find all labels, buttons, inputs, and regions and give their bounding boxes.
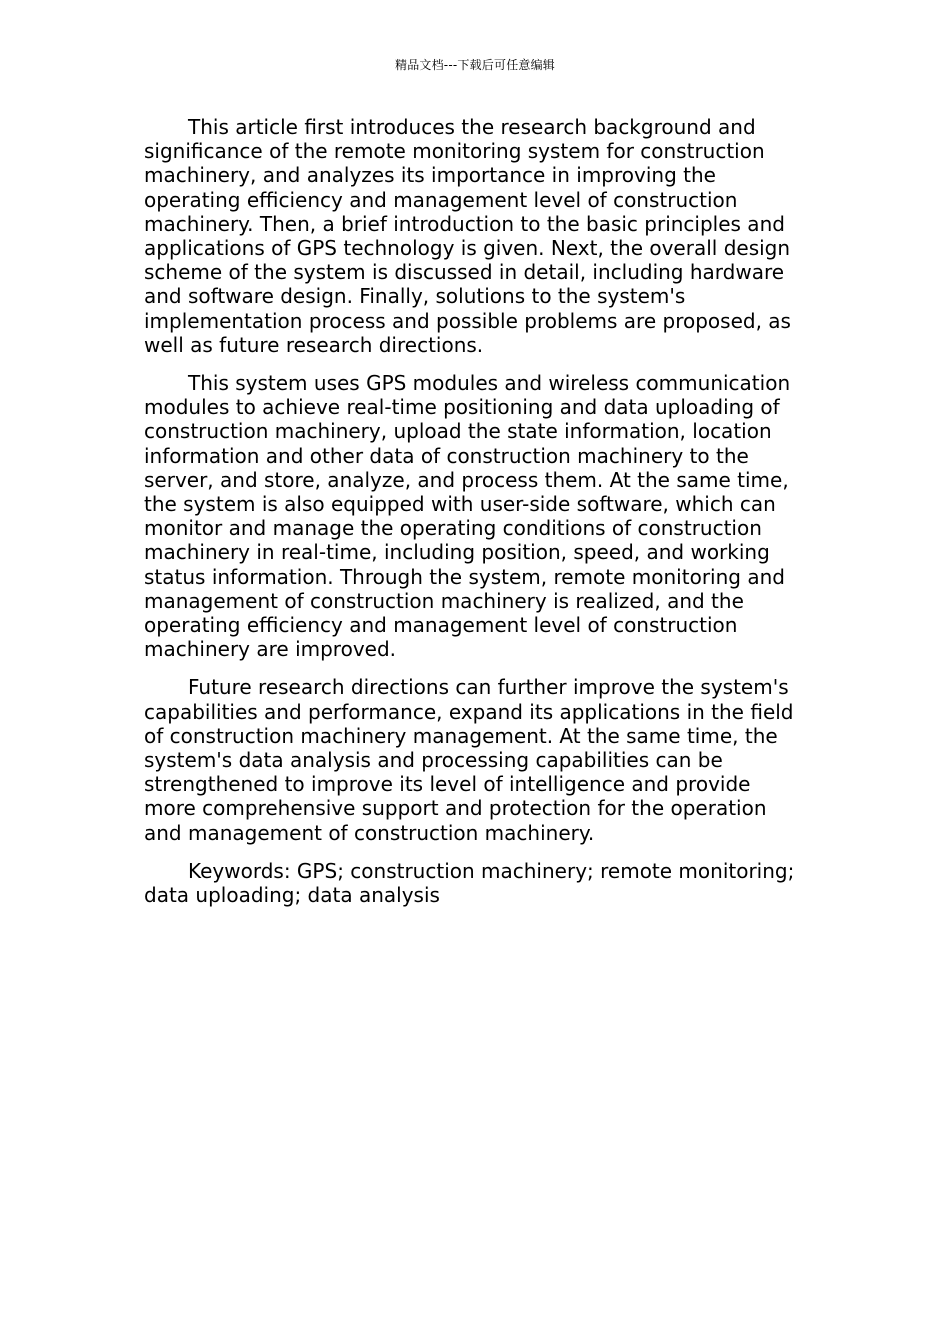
document-header-note: 精品文档---下载后可任意编辑: [395, 58, 555, 72]
paragraph-keywords: Keywords: GPS; construction machinery; remote monitoring; data uploading; data analysis: [144, 858, 795, 908]
paragraph-future-research: Future research directions can further improve the system's capabilities and performance, expand its applications in the field of construction machinery management. At the same time, the system's data analysis and processing capabilities can be strengthened to improve its level of intelligence and provide more comprehensive support and protection for the operation and management of construction machinery.: [144, 675, 794, 845]
document-body: [144, 115, 804, 921]
paragraph-system-description: This system uses GPS modules and wireless communication modules to achieve real-time positioning and data uploading of construction machinery, upload the state information, location information and other data of construction machinery to the server, and store, analyze, and process them. At the same time, the system is also equipped with user-side software, which can monitor and manage the operating conditions of construction machinery in real-time, including position, speed, and working status information. Through the system, remote monitoring and management of construction machinery is realized, and the operating efficiency and management level of construction machinery are improved.: [144, 371, 791, 662]
paragraph-introduction: This article first introduces the research background and significance of the remote monitoring system for construction machinery, and analyzes its importance in improving the operating efficiency and management level of construction machinery. Then, a brief introduction to the basic principles and applications of GPS technology is given. Next, the overall design scheme of the system is discussed in detail, including hardware and software design. Finally, solutions to the system's implementation process and possible problems are proposed, as well as future research directions.: [144, 115, 791, 357]
